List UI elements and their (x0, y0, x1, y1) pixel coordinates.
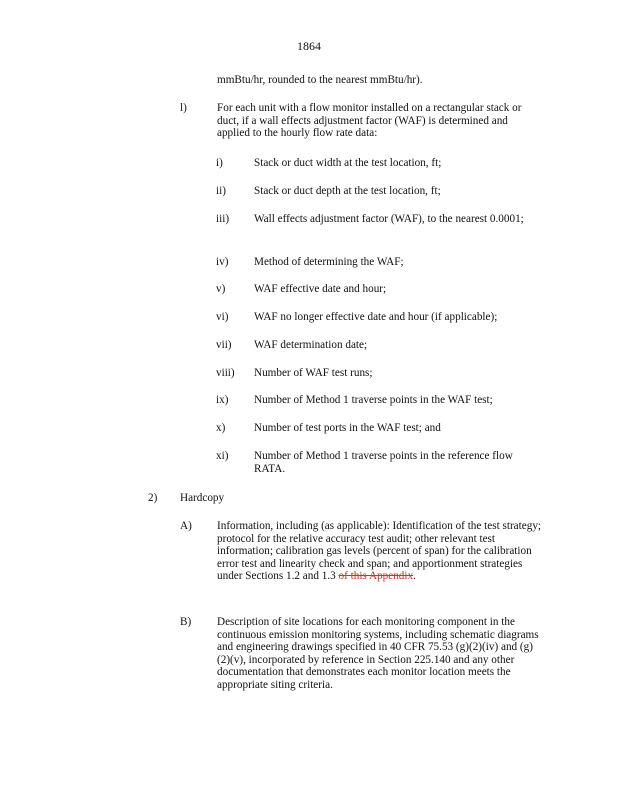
subitem-text: Method of determining the WAF; (254, 256, 404, 268)
subitem-label: ix) (216, 394, 229, 406)
subitem-text: Stack or duct width at the test location, ft; (254, 157, 442, 169)
subitem-label: xi) (216, 450, 229, 462)
item-a-end: . (413, 570, 416, 583)
subitem-text: Stack or duct depth at the test location, ft; (254, 185, 441, 197)
subitem-label: vii) (216, 339, 232, 351)
item-l-text: For each unit with a flow monitor installed on a rectangular stack or duct, if a wall effects adjustment factor (WAF) is determined and applied to the hourly flow rate data: (217, 102, 522, 140)
item-a-label: A) (180, 520, 192, 532)
section-2-label: 2) (148, 492, 158, 504)
section-2-heading: Hardcopy (180, 492, 225, 504)
subitem-text: WAF effective date and hour; (254, 283, 387, 295)
subitem-label: vi) (216, 311, 229, 323)
subitem-text: WAF no longer effective date and hour (if applicable); (254, 311, 498, 323)
item-l-label: l) (180, 102, 187, 114)
subitem-label: i) (216, 157, 223, 169)
subitem-text: Number of Method 1 traverse points in the WAF test; (254, 394, 493, 406)
item-b-text: Description of site locations for each monitoring component in the continuous emission monitoring systems, including schematic diagrams and engineering drawings specified in 40 CFR 75.53 (g)(2)(iv) and (g)(2)(v), incorporated by reference in Section 225.140 and any other documentation that demonstrates each monitor location meets the appropriate siting criteria. (217, 616, 539, 691)
page-number: 1864 (297, 39, 321, 53)
subitem-text: Number of Method 1 traverse points in the reference flow RATA. (254, 450, 513, 475)
subitem-text: Number of WAF test runs; (254, 367, 373, 379)
subitem-label: iv) (216, 256, 229, 268)
subitem-text: Number of test ports in the WAF test; and (254, 422, 441, 434)
subitem-text: Wall effects adjustment factor (WAF), to the nearest 0.0001; (254, 213, 524, 225)
item-b-label: B) (180, 616, 192, 628)
item-a-body: Information, including (as applicable): Identification of the test strategy; protocol for the relative accuracy test audit; other relevant test information; calibration gas levels (percent of span) for the calibration error test and linearity check and span; and apportionment strategies under Sections 1.2 and 1.3 (217, 520, 542, 583)
item-a-text (217, 520, 542, 583)
struck-text: of this Appendix (338, 570, 414, 583)
subitem-label: ii) (216, 185, 226, 197)
subitem-label: viii) (216, 367, 235, 379)
continuation-text: mmBtu/hr, rounded to the nearest mmBtu/hr). (217, 74, 423, 86)
subitem-label: x) (216, 422, 226, 434)
subitem-text: WAF determination date; (254, 339, 368, 351)
subitem-label: iii) (216, 213, 230, 225)
subitem-label: v) (216, 283, 226, 295)
